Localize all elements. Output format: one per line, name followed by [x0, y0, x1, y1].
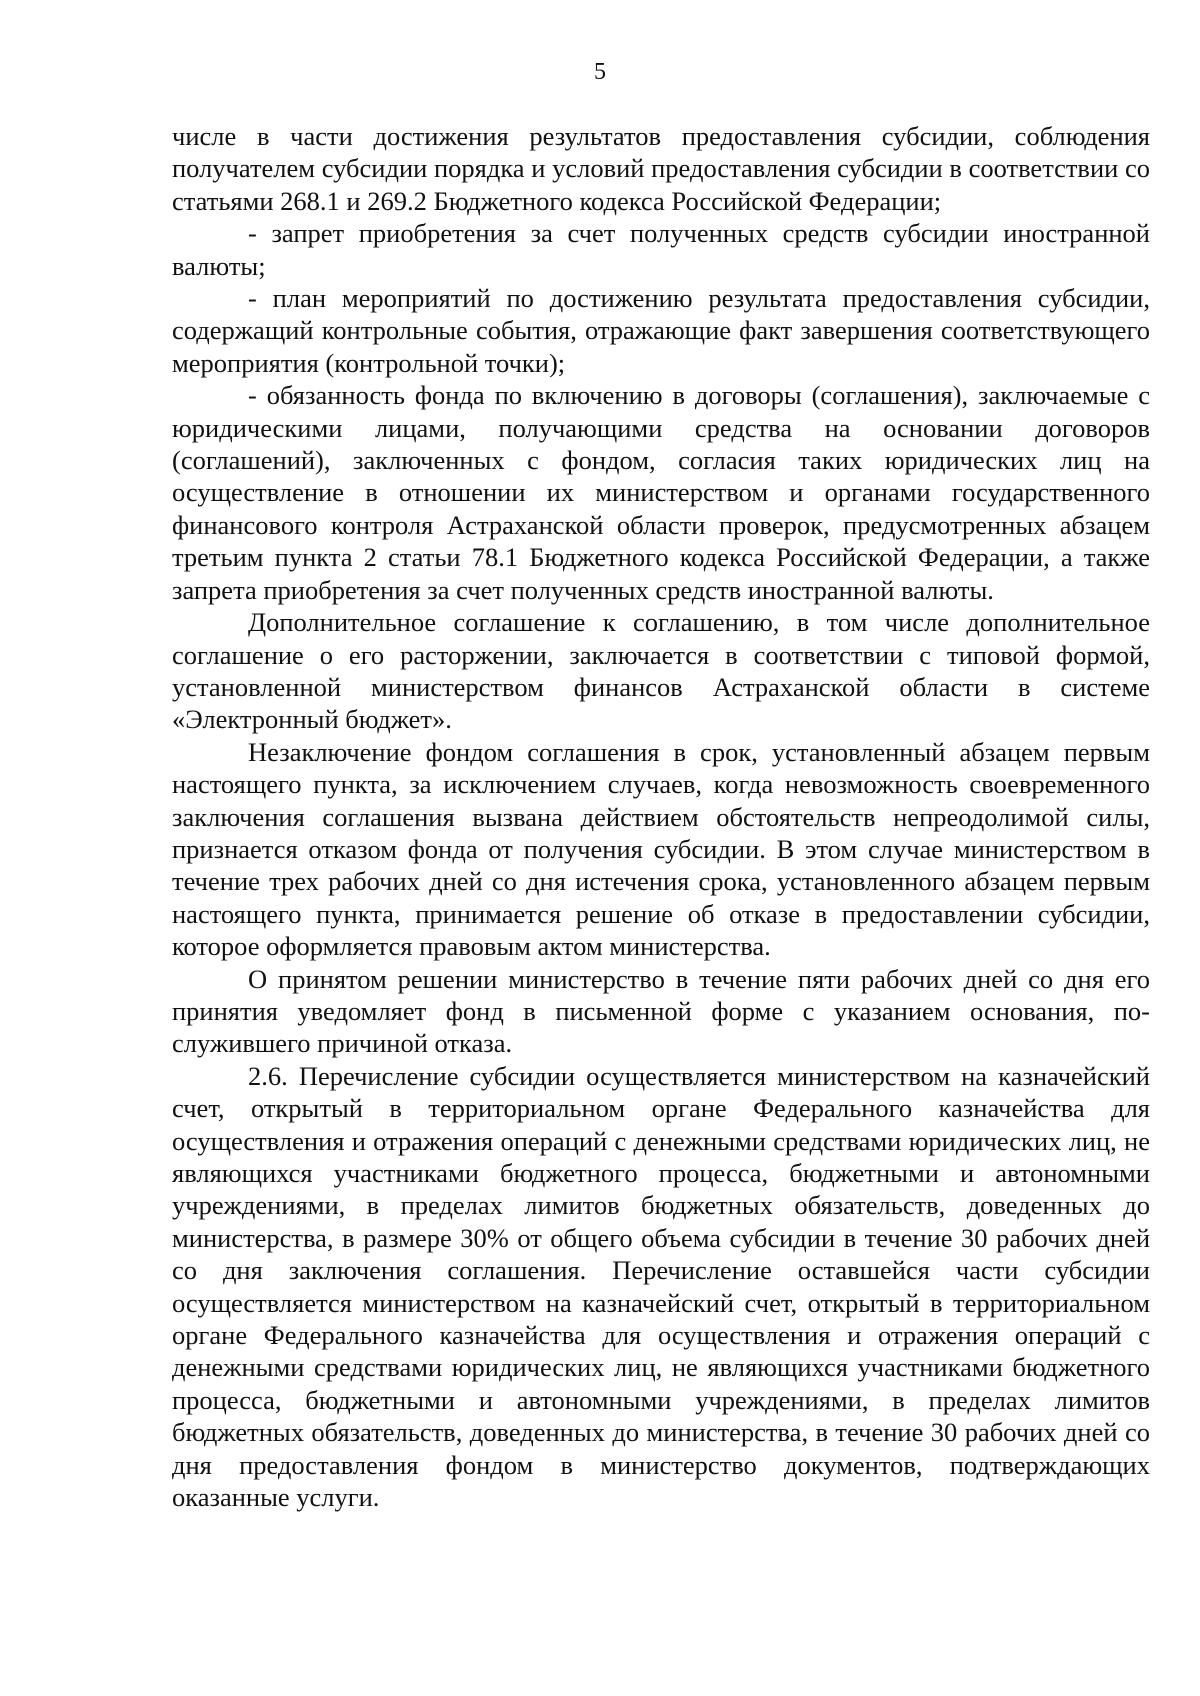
- paragraph-supplementary-agreement: Дополнительное соглашение к соглашению, в том числе дополнительное соглашение о его расторжении, заключается в соответствии с типовой формой, установленной министерством финансов Астраханской области в системе «Электронный бюджет».: [172, 607, 1150, 735]
- paragraph-continuation: числе в части достижения результатов предоставления субсидии, соблюдения получателем субсидии порядка и условий предоставления субсидии в соответствии со статьями 268.1 и 269.2 Бюджетного кодекса Российской Федерации;: [172, 121, 1150, 216]
- paragraph-list-item-currency-ban: - запрет приобретения за счет полученных средств субсидии иностранной валюты;: [172, 218, 1150, 281]
- document-body: [172, 120, 1150, 1513]
- page-number: 5: [594, 59, 606, 85]
- paragraph-list-item-fund-obligation: - обязанность фонда по включению в договоры (соглашения), заключаемые с юридическими лицами, получающими средства на основании договоров (соглашений), заключенных с фондом, согласия таких юридических лиц на осуществление в отношении их министерством и органами государственного финансового контроля Астраханской области проверок, предусмотренных абзацем третьим пункта 2 статьи 78.1 Бюджетного кодекса Российской Федерации, а также запрета приобретения за счет полученных средств иностранной валюты.: [172, 380, 1150, 605]
- paragraph-non-conclusion: Незаключение фондом соглашения в срок, установленный абзацем первым настоящего пункта, за исключением случаев, когда невозможность своевременного заключения соглашения вызвана действием обстоятельств непреодолимой силы, признается отказом фонда от получения субсидии. В этом случае министерством в течение трех рабочих дней со дня истечения срока, установленного абзацем первым настоящего пункта, принимается решение об отказе в предоставлении субсидии, которое оформляется правовым актом министерства.: [172, 736, 1150, 962]
- paragraph-decision-notice: О принятом решении министерство в течение пяти рабочих дней со дня его принятия уведомляет фонд в письменной форме с указанием основания, послужившего причиной отказа.: [172, 963, 1150, 1059]
- paragraph-list-item-action-plan: - план мероприятий по достижению результата предоставления субсидии, содержащий контрольные события, отражающие факт завершения соответствующего мероприятия (контрольной точки);: [172, 283, 1150, 378]
- paragraph-section-2-6: 2.6. Перечисление субсидии осуществляется министерством на казначейский счет, открытый в территориальном органе Федерального казначейства для осуществления и отражения операций с денежными средствами юридических лиц, не являющихся участниками бюджетного процесса, бюджетными и автономными учреждениями, в пределах лимитов бюджетных обязательств, доведенных до министерства, в размере 30% от общего объема субсидии в течение 30 рабочих дней со дня заключения соглашения. Перечисление оставшейся части субсидии осуществляется министерством на казначейский счет, открытый в территориальном органе Федерального казначейства для осуществления и отражения операций с денежными средствами юридических лиц, не являющихся участниками бюджетного процесса, бюджетными и автономными учреждениями, в пределах лимитов бюджетных обязательств, доведенных до министерства, в течение 30 рабочих дней со дня предоставления фондом в министерство документов, подтверждающих оказанные услуги.: [172, 1060, 1150, 1513]
